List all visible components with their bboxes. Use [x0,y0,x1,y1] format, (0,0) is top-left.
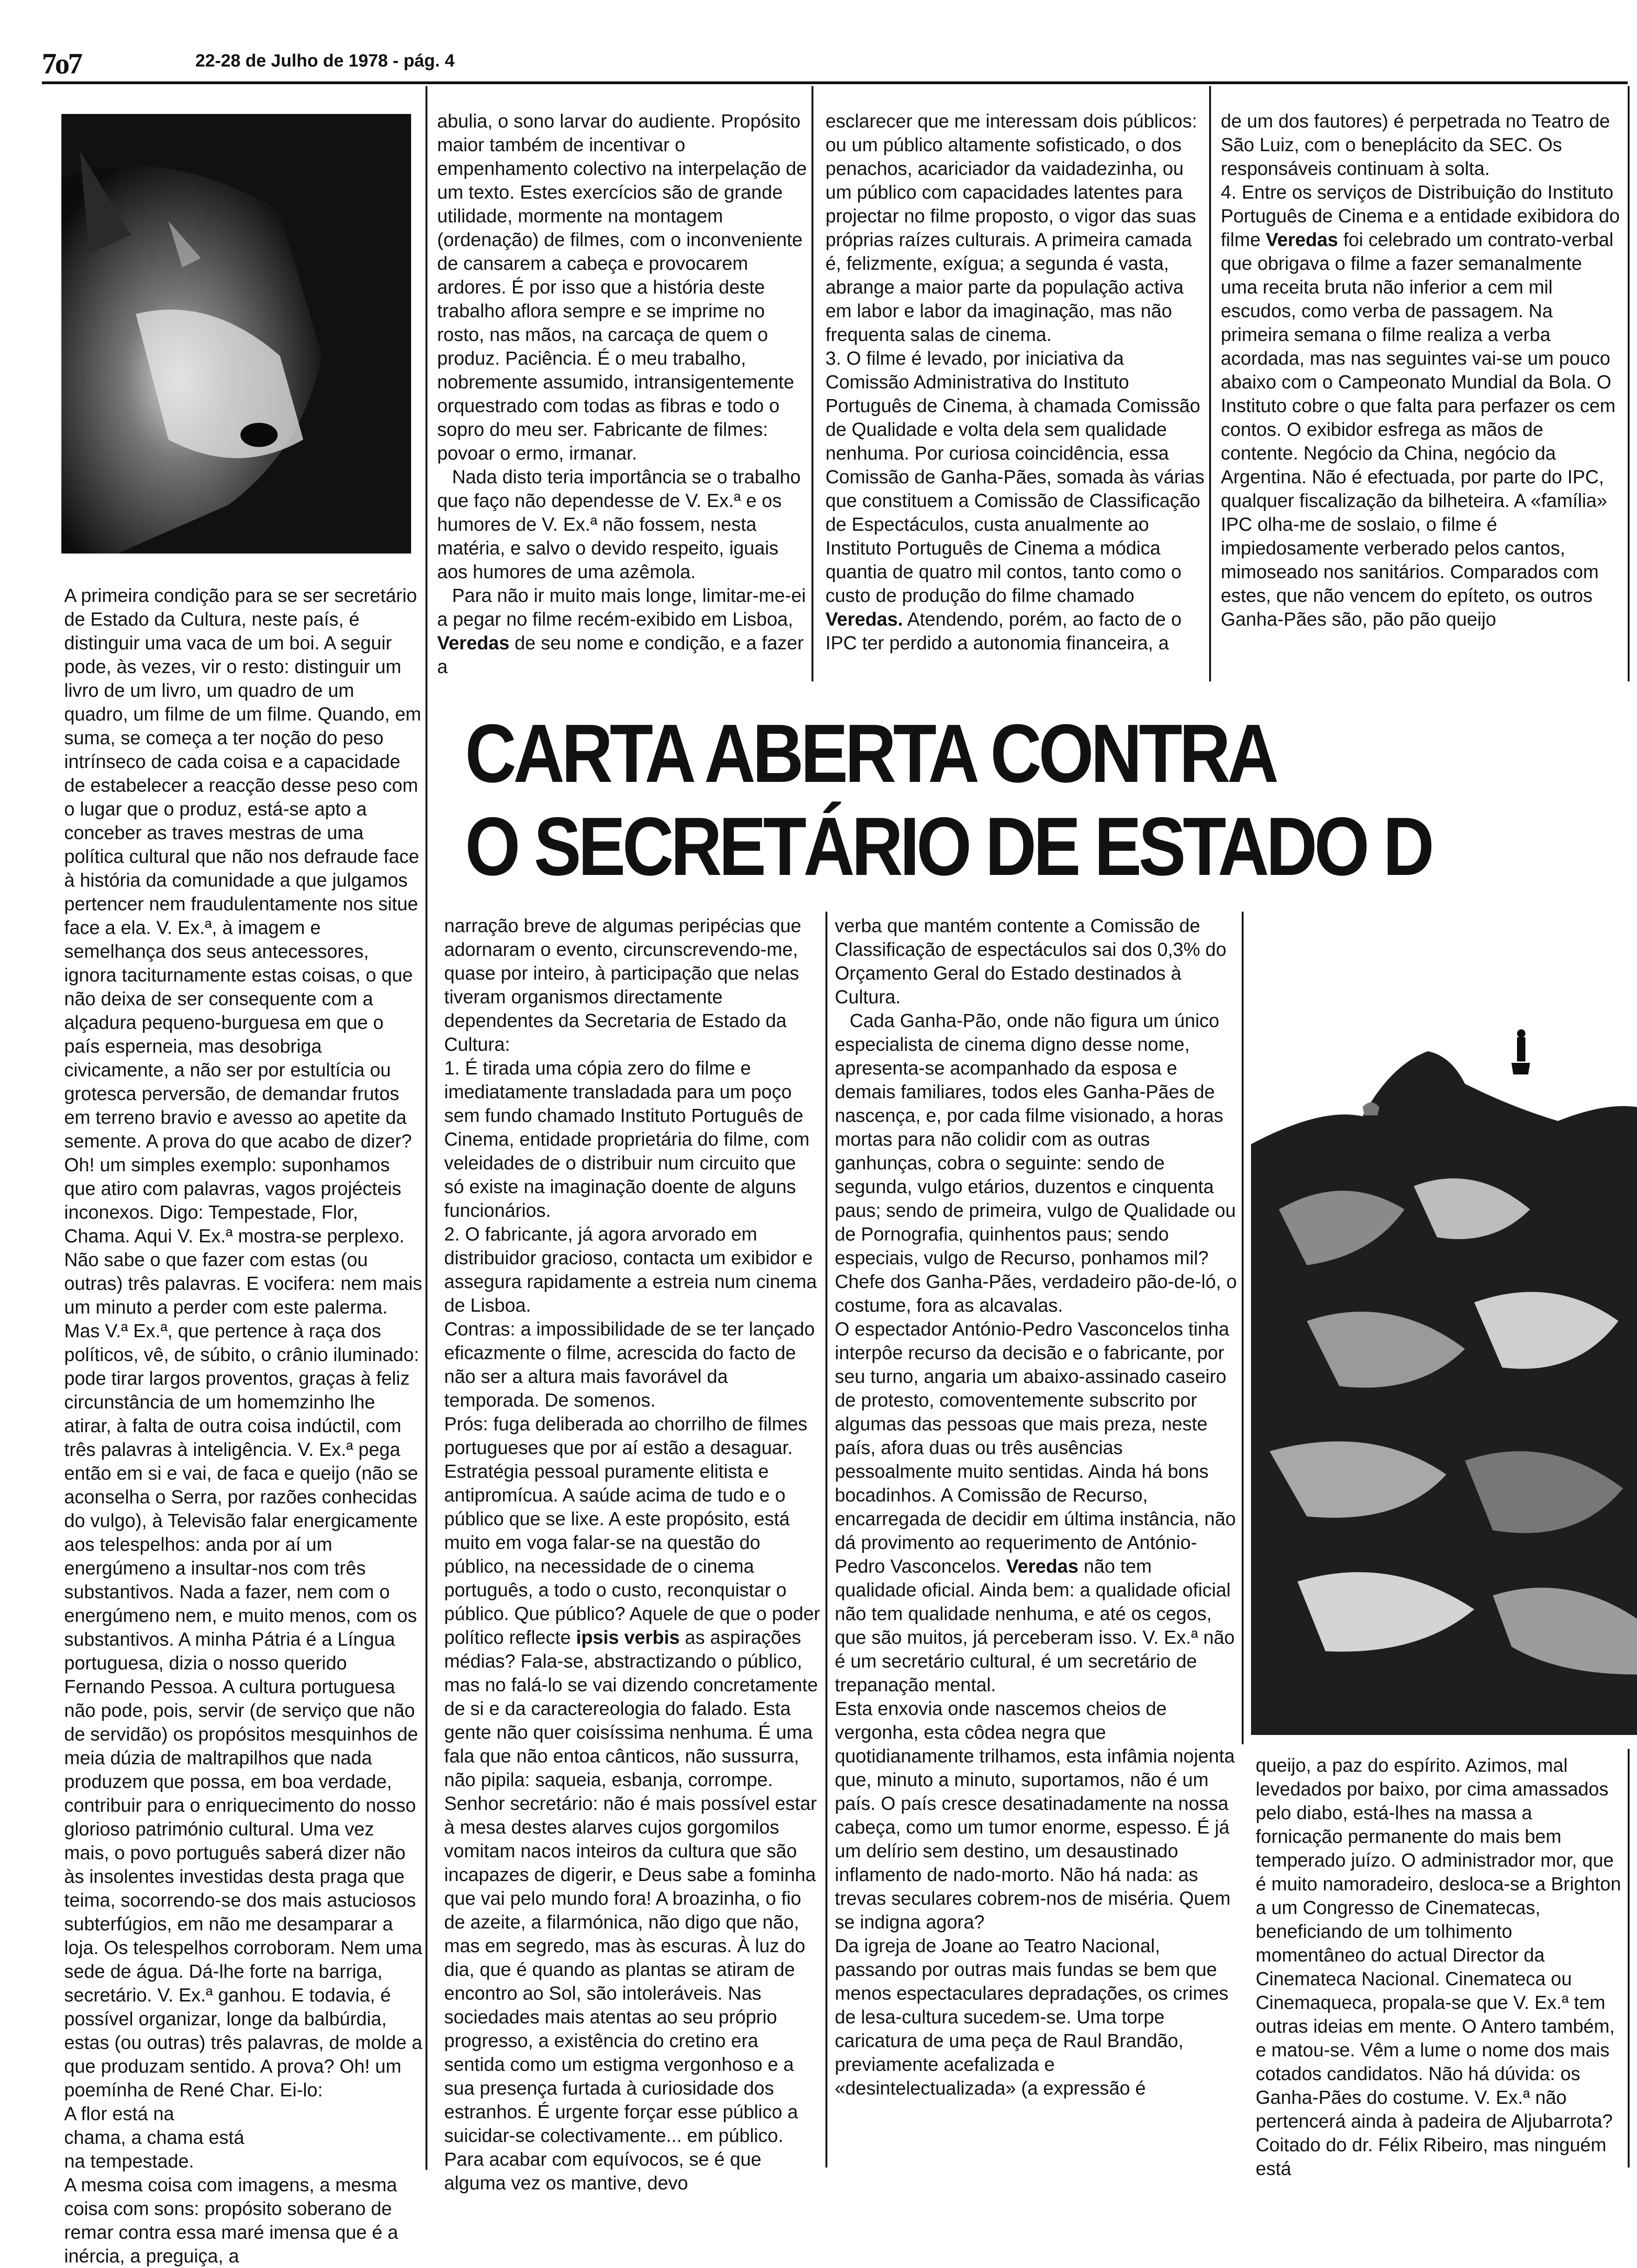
headline-line-1: CARTA ABERTA CONTRA [465,707,1276,800]
landscape-photo [1251,967,1637,1735]
issue-date-page: 22-28 de Julho de 1978 - pág. 4 [195,51,455,71]
col4-top-p1: de um dos fautores) é perpetrada no Teatro de São Luiz, com o beneplácito da SEC. Os responsáveis continuam à solta. [1221,110,1610,179]
header-rule [42,81,1628,84]
column-rule-4 [1628,86,1630,681]
column-1 [64,584,422,2267]
film-title: Veredas [1265,229,1338,250]
poem-line-2: chama, a chama está [64,2127,245,2148]
col1-paragraph: A primeira condição para se ser secretário de Estado da Cultura, neste país, é distinguir uma vaca de um boi. A seguir pode, às vezes, vir o resto: distinguir um livro de um livro, um quadro de um quadro, um filme de um filme. Quando, em suma, se começa a ter noção do peso intrínseco de cada coisa e a capacidade de estabelecer a reacção desse peso com o lugar que o produz, está-se apto a conceber as traves mestras de uma política cultural que não nos defraude face à história da comunidade a que julgamos pertencer nem fraudulentamente nos situe face a ela. V. Ex.ª, à imagem e semelhança dos seus antecessores, ignora taciturnamente estas coisas, o que não deixa de ser consequente com a alçadura pequeno-burguesa em que o país esperneia, mas desobriga civicamente, a não ser por estultícia ou grotesca perversão, de demandar frutos em terreno bravio e avesso ao apetite da semente. A prova do que acabo de dizer? Oh! um simples exemplo: suponhamos que atiro com palavras, vagos projécteis inconexos. Digo: Tempestade, Flor, Chama. Aqui V. Ex.ª mostra-se perplexo. Não sabe o que fazer com estas (ou outras) três palavras. E vocifera: nem mais um minuto a perder com este palerma. Mas V.ª Ex.ª, que pertence à raça dos políticos, vê, de súbito, o crânio iluminado: pode tirar largos proventos, graças à feliz circunstância de um homemzinho lhe atirar, à falta de outra coisa indúctil, com três palavras à inteligência. V. Ex.ª pega então em si e vai, de faca e queijo (não se aconselha o Serra, por razões conhecidas do vulgo), à Televisão falar energicamente aos telespelhos: anda por aí um energúmeno a insultar-nos com três substantivos. Nada a fazer, nem com o energúmeno nem, e muito menos, com os substantivos. A minha Pátria é a Língua portuguesa, dizia o nosso querido Fernando Pessoa. A cultura portuguesa não pode, pois, servir (de serviço que não de servidão) os propósitos mesquinhos de meia dúzia de maltrapilhos que nada produzem que possa, em boa verdade, contribuir para o enriquecimento do nosso glorioso património cultural. Uma vez mais, o povo português saberá dizer não às insolentes investidas desta praga que teima, socorrendo-se dos mais astuciosos subterfúgios, em não me desamparar a loja. Os telespelhos corroboram. Nem uma sede de água. Dá-lhe forte na barriga, secretário. V. Ex.ª ganhou. E todavia, é possível organizar, longe da balbúrdia, estas (ou outras) três palavras, de molde a que produzam sentido. A prova? Oh! um poemínha de René Char. Ei-lo: [64,585,422,2101]
film-title: Veredas [1006,1555,1078,1577]
column-rule-7 [1628,1749,1630,2168]
poem-line-1: A flor está na [64,2103,174,2124]
col3-top-p2: 3. O filme é levado, por iniciativa da Comissão Administrativa do Instituto Português de Cinema, à chamada Comissão de Qualidade e volta dela sem qualidade nenhuma. Por curiosa coincidência, essa Comissão de Ganha-Pães, somada às várias que constituem a Comissão de Classificação de Espectáculos, custa anualmente ao Instituto Português de Cinema a módica quantia de quatro mil contos, tanto como o custo de produção do filme chamado Veredas. Atendendo, porém, ao facto de o IPC ter perdido a autonomia financeira, a [825,347,1204,654]
col4-bottom-p1: queijo, a paz do espírito. Azimos, mal levedados por baixo, por cima amassados pelo diabo, está-lhes na massa a fornicação permanente do mais bem temperado juízo. O administrador mor, que é muito namoradeiro, desloca-se a Brighton a um Congresso de Cinematecas, beneficiando de um tolhimento momentâneo do actual Director da Cinemateca Nacional. Cinemateca ou Cinemaqueca, propala-se que V. Ex.ª tem outras ideias em mente. O Antero também, e matou-se. Vêm a lume o nome dos mais cotados candidatos. Não há dúvida: os Ganha-Pães do costume. V. Ex.ª não pertencerá ainda à padeira de Aljubarrota? Coitado do dr. Félix Ribeiro, mas ninguém está [1256,1754,1621,2179]
newspaper-logo: 7o7 [42,47,81,80]
col3-bottom-p1: verba que mantém contente a Comissão de Classificação de espectáculos sai dos 0,3% do Orçamento Geral do Estado destinados à Cultura. [835,915,1226,1007]
col3-top-p1: esclarecer que me interessam dois públicos: ou um público altamente sofisticado, o dos penachos, acariciador da vaidadezinha, ou um público com capacidades latentes para projectar no filme proposto, o vigor das suas próprias raízes culturais. A primeira camada é, felizmente, exígua; a segunda é vasta, abrange a maior parte da população activa em labor e labor da imaginação, mas não frequenta salas de cinema. [825,110,1198,345]
col4-top-p2: 4. Entre os serviços de Distribuição do Instituto Português de Cinema e a entidade exibidora do filme Veredas foi celebrado um contrato-verbal que obrigava o filme a fazer semanalmente uma receita bruta não inferior a cem mil escudos, como verba de passagem. Na primeira semana o filme realiza a verba acordada, mas nas seguintes vai-se um pouco abaixo com o Campeonato Mundial da Bola. O Instituto cobre o que falta para perfazer os cem contos. O exibidor esfrega as mãos de contente. Negócio da China, negócio da Argentina. Não é efectuada, por parte do IPC, qualquer fiscalização da bilheteira. A «família» IPC olha-me de soslaio, o filme é impiedosamente verberado pelos cantos, mimoseado nos sanitários. Comparados com estes, que não vencem do epíteto, os outros Ganha-Pães são, pão pão queijo [1221,181,1620,630]
col3-bottom-p4: Esta enxovia onde nascemos cheios de vergonha, esta côdea negra que quotidianamente trilhamos, esta infâmia nojenta que, minuto a minuto, suportamos, não é um país. O país cresce desatinadamente na nossa cabeça, como um tumor enorme, espesso. É já um delírio sem destino, um desaustinado inflamento de nado-morto. Não há nada: as trevas seculares cobrem-nos de miséria. Quem se indigna agora? [835,1698,1235,1933]
film-title: Veredas [437,632,510,654]
column-3-top [825,109,1204,686]
column-rule-5 [825,912,827,2168]
column-2-bottom [444,914,821,2194]
column-rule-1 [426,86,427,2170]
col2-bottom-p1: narração breve de algumas peripécias que adornaram o evento, circunscrevendo-me, quase por inteiro, à participação que nelas tiveram organismos directamente dependentes da Secretaria de Estado da Cultura: [444,915,801,1055]
column-4-top [1221,109,1623,686]
col2-bottom-p3: 2. O fabricante, já agora arvorado em distribuidor gracioso, contacta um exibidor e assegura rapidamente a estreia num cinema de Lisboa. [444,1223,817,1316]
headline [465,707,1473,898]
column-rule-2 [812,86,813,681]
wolf-photo [61,114,411,554]
col2-top-p1: abulia, o sono larvar do audiente. Propósito maior também de incentivar o empenhamento colectivo na interpelação de um texto. Estes exercícios são de grande utilidade, mormente na montagem (ordenação) de filmes, com o inconveniente de cansarem a cabeça e provocarem ardores. É por isso que a história deste trabalho aflora sempre e se imprime no rosto, nas mãos, na carcaça de quem o produz. Paciência. É o meu trabalho, nobremente assumido, intransigentemente orquestrado com todas as fibras e todo o sopro do meu ser. Fabricante de filmes: povoar o ermo, irmanar. [437,110,807,464]
col3-bottom-p5: Da igreja de Joane ao Teatro Nacional, passando por outras mais fundas se bem que menos espectaculares depradações, os crimes de lesa-cultura sucedem-se. Uma torpe caricatura de uma peça de Raul Brandão, previamente acefalizada e «desintelectualizada» (a expressão é [835,1935,1229,2099]
column-4-bottom [1256,1754,1623,2179]
film-title: Veredas. [825,608,903,630]
col2-top-p2: Nada disto teria importância se o trabalho que faço não dependesse de V. Ex.ª e os humores de V. Ex.ª não fossem, nesta matéria, e salvo o devido respeito, iguais aos humores de uma azêmola. [437,466,801,582]
col2-bottom-p4: Contras: a impossibilidade de se ter lançado eficazmente o filme, acrescida do facto de não ser a altura mais favorável da temporada. De somenos. [444,1318,815,1411]
col3-bottom-p2: Cada Ganha-Pão, onde não figura um único especialista de cinema digno desse nome, apresenta-se acompanhado da esposa e demais familiares, todos eles Ganha-Pães de nascença, e, por cada filme visionado, a horas mortas para não colidir com as outras ganhunças, cobra o seguinte: sendo de segunda, vulgo etários, duzentos e cinquenta paus; sendo de primeira, vulgo de Qualidade ou de Pornografia, quinhentos paus; sendo especiais, vulgo de Recurso, ponhamos mil? Chefe dos Ganha-Pães, verdadeiro pão-de-ló, o costume, fora as alcavalas. [835,1010,1237,1316]
col2-bottom-p5: Prós: fuga deliberada ao chorrilho de filmes portugueses que por aí estão a desaguar. Estratégia pessoal puramente elitista e antipromícua. A saúde acima de tudo e o público que se lixe. A este propósito, está muito em voga falar-se na questão do público, na necessidade de o cinema português, a todo o custo, reconquistar o público. Que público? Aquele de que o poder político reflecte ipsis verbis as aspirações médias? Fala-se, abstractizando o público, mas no falá-lo se vai dizendo concretamente de si e da caractereologia do falado. Esta gente não quer coisíssima nenhuma. É uma fala que não entoa cânticos, não sussurra, não pipila: saqueia, esbanja, corrompe. Senhor secretário: não é mais possível estar à mesa destes alarves cujos gorgomilos vomitam nacos inteiros da cultura que são incapazes de digerir, e Deus sabe a fominha que vai pelo mundo fora! A broazinha, o fio de azeite, a filarmónica, não digo que não, mas em segredo, mas às escuras. À luz do dia, que é quando as plantas se atiram de encontro ao Sol, são intoleráveis. Nas sociedades mais atentas ao seu próprio progresso, a existência do cretino era sentida como um estigma vergonhoso e a sua presença furtada à curiosidade dos estranhos. É urgente forçar esse público a suicidar-se colectivamente... em público. Para acabar com equívocos, se é que alguma vez os mantive, devo [444,1413,820,2194]
column-rule-3 [1209,86,1211,681]
poem-line-3: na tempestade. [64,2150,194,2172]
headline-line-2: O SECRETÁRIO DE ESTADO D [465,800,1431,893]
column-rule-6 [1242,912,1244,1744]
col1-paragraph-after-poem: A mesma coisa com imagens, a mesma coisa com sons: propósito soberano de remar contra essa maré imensa que é a inércia, a preguiça, a [64,2174,399,2267]
col2-bottom-p2: 1. É tirada uma cópia zero do filme e imediatamente transladada para um poço sem fundo chamado Instituto Português de Cinema, entidade proprietária do filme, com veleidades de o distribuir num circuito que só existe na imaginação doente de alguns funcionários. [444,1057,810,1221]
latin-phrase: ipsis verbis [576,1627,680,1648]
col3-bottom-p3: O espectador António-Pedro Vasconcelos tinha interpôe recurso da decisão e o fabricante, por seu turno, angaria um abaixo-assinado caseiro de protesto, comoventemente subscrito por algumas das pessoas que mais preza, neste país, afora duas ou três ausências pessoalmente muito sentidas. Ainda há bons bocadinhos. A Comissão de Recurso, encarregada de decidir em última instância, não dá provimento ao requerimento de António-Pedro Vasconcelos. Veredas não tem qualidade oficial. Ainda bem: a qualidade oficial não tem qualidade nenhuma, e até os cegos, que são muitos, já perceberam isso. V. Ex.ª não é um secretário cultural, é um secretário de trepanação mental. [835,1318,1236,1695]
column-3-bottom [835,914,1237,2175]
col2-top-p3: Para não ir muito mais longe, limitar-me-ei a pegar no filme recém-exibido em Lisboa, Veredas de seu nome e condição, e a fazer a [437,585,806,677]
column-2-top [437,109,807,686]
